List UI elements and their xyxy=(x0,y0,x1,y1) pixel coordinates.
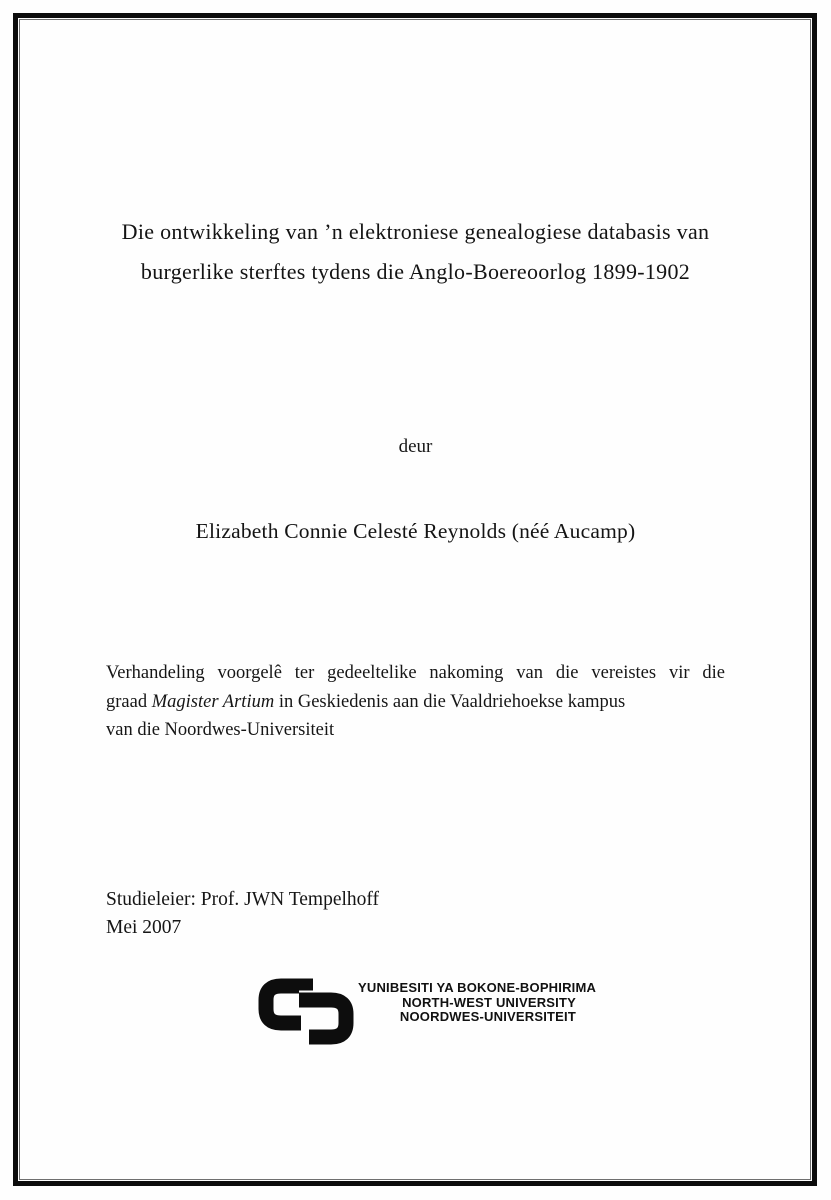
byline-label: deur xyxy=(398,436,433,457)
title-line-1: Die ontwikkeling van ’n elektroniese genealogiese databasis van xyxy=(121,219,710,244)
logo-text-line-afrikaans: NOORDWES-UNIVERSITEIT xyxy=(399,1009,576,1025)
nwu-logo xyxy=(256,976,597,1047)
supervisor-block xyxy=(106,886,379,942)
thesis-title xyxy=(60,212,771,292)
date-line: Mei 2007 xyxy=(106,917,182,938)
submission-line: Verhandeling voorgelê ter gedeeltelike nakoming van die vereistes vir die xyxy=(106,663,725,683)
supervisor-line: Studieleier: Prof. JWN Tempelhoff xyxy=(106,889,380,910)
submission-line: graad Magister Artium in Geskiedenis aan die Vaaldriehoekse kampus xyxy=(106,691,626,712)
nwu-interlocking-links-icon xyxy=(256,976,356,1047)
submission-line: van die Noordwes-Universiteit xyxy=(106,720,335,740)
author-name: Elizabeth Connie Celesté Reynolds (néé Aucamp) xyxy=(195,519,636,543)
logo-text-line-setswana: YUNIBESITI YA BOKONE-BOPHIRIMA xyxy=(358,980,597,995)
nwu-logo-text xyxy=(358,980,597,1025)
title-line-2: burgerlike sterftes tydens die Anglo-Boereoorlog 1899-1902 xyxy=(140,259,691,284)
submission-statement xyxy=(106,659,725,745)
logo-text-line-english: NORTH-WEST UNIVERSITY xyxy=(402,994,576,1010)
